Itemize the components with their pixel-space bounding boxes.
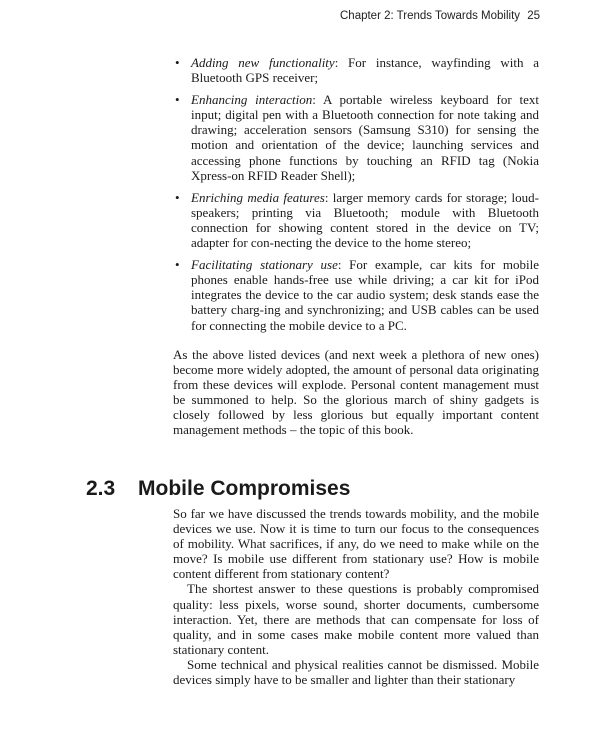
list-item-term: Enhancing interaction [191, 92, 313, 108]
section-body [173, 506, 539, 687]
body-paragraph: Some technical and physical realities cannot be dismissed. Mobile devices simply have to be smaller and lighter than their stationary [173, 656, 539, 688]
bullet-icon: • [175, 55, 180, 70]
list-item-text: : For example, car kits for mobile phones enable hands-free use while driving; a car kit for iPod integrates the device to the car audio system; desk stands ease the battery charg-ing and synchronizing; and USB cables can be used for connecting the mobile device to a PC. [191, 257, 539, 333]
section-number: 2.3 [86, 477, 116, 500]
bullet-icon: • [175, 257, 180, 273]
body-paragraph: As the above listed devices (and next week a plethora of new ones) become more widely adopted, the amount of personal data originating from these devices will explode. Personal content management must be summoned to help. So the glorious march of shiny gadgets is closely followed by less glorious but equally important content management methods – the topic of this book. [173, 347, 539, 438]
list-item [175, 257, 539, 332]
page-number: 25 [527, 10, 540, 22]
body-paragraph: The shortest answer to these questions is probably compromised quality: less pixels, worse sound, shorter documents, cumbersome interaction. Yet, there are methods that can compensate for loss of quality, and in some cases make mobile content more valued than stationary content. [173, 581, 539, 657]
bullet-icon: • [175, 189, 180, 205]
list-item-term: Facilitating stationary use [191, 257, 338, 273]
list-item-term: Adding new functionality [191, 55, 335, 70]
list-item-term: Enriching media features [191, 189, 325, 205]
chapter-title: Chapter 2: Trends Towards Mobility [340, 10, 521, 22]
list-item [175, 190, 539, 250]
list-item [175, 92, 539, 183]
bullet-icon: • [175, 92, 180, 108]
bullet-list [175, 55, 539, 340]
body-paragraph: So far we have discussed the trends towards mobility, and the mobile devices we use. Now it is time to turn our focus to the consequences of mobility. What sacrifices, if any, do we need to make while on the move? Is mobile use different from stationary use? How is mobile content different from stationary content? [173, 506, 539, 582]
list-item [175, 55, 539, 85]
list-item-text: : For instance, wayfinding with a Bluetooth GPS receiver; [191, 55, 539, 86]
list-item-text: : A portable wireless keyboard for text input; digital pen with a Bluetooth connection for note taking and drawing; acceleration sensors (Samsung S310) for sensing the motion and orientation of the device; launching services and accessing phone functions by touching an RFID tag (Nokia Xpress-on RFID Reader Shell); [191, 92, 540, 183]
section-heading [86, 477, 350, 501]
section-title: Mobile Compromises [138, 477, 351, 500]
list-item-text: : larger memory cards for storage; loud-speakers; printing via Bluetooth; module with Bluetooth connection for showing content stored in the device on TV; adapter for con-necting the device to the home stereo; [191, 189, 539, 251]
